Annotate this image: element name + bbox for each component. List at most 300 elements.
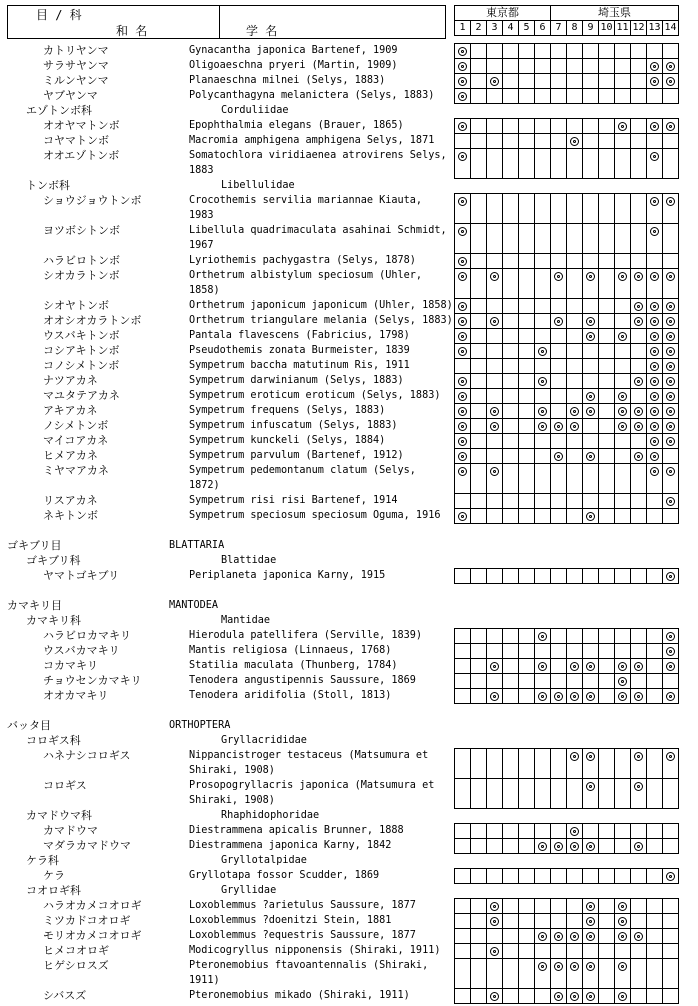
site-cell (583, 389, 599, 404)
scientific-name: Planaeschna milnei (Selys, 1883) (189, 75, 386, 86)
site-cell (455, 194, 471, 224)
site-cell (647, 899, 663, 914)
site-cell (663, 464, 679, 494)
site-cell (599, 569, 615, 584)
site-cell (599, 149, 615, 179)
presence-mark-icon (538, 422, 547, 431)
species-row (0, 658, 698, 673)
presence-mark-icon (458, 467, 467, 476)
presence-mark-icon (490, 467, 499, 476)
region-saitama: 埼玉県 (551, 6, 679, 21)
species-row (0, 328, 698, 343)
site-cell (599, 314, 615, 329)
scientific-name: Loxoblemmus ?arietulus Saussure, 1877 (189, 900, 416, 911)
site-cell (583, 509, 599, 524)
japanese-name: ミルンヤンマ (43, 74, 109, 87)
presence-mark-icon (458, 377, 467, 386)
site-cell (487, 899, 503, 914)
site-cell (583, 74, 599, 89)
site-cell (471, 869, 487, 884)
site-cell (487, 824, 503, 839)
site-cell (599, 989, 615, 1004)
site-cell (631, 689, 647, 704)
site-cell (631, 989, 647, 1004)
presence-mark-icon (554, 932, 563, 941)
presence-mark-icon (586, 332, 595, 341)
presence-mark-icon (650, 452, 659, 461)
site-cell (551, 509, 567, 524)
site-cell (567, 389, 583, 404)
site-cell (583, 914, 599, 929)
site-cell (567, 899, 583, 914)
site-cell (647, 569, 663, 584)
site-cell (647, 389, 663, 404)
site-cell (663, 914, 679, 929)
scientific-name: Sympetrum darwinianum (Selys, 1883) (189, 375, 404, 386)
site-cell (615, 899, 631, 914)
site-cell (455, 779, 471, 809)
site-cell (615, 659, 631, 674)
site-cell (455, 689, 471, 704)
site-cell (455, 59, 471, 74)
site-cell (599, 944, 615, 959)
site-cell (519, 119, 535, 134)
site-cell (519, 674, 535, 689)
site-cell (583, 224, 599, 254)
site-cell (567, 659, 583, 674)
site-cell (599, 749, 615, 779)
site-cell (615, 494, 631, 509)
site-cell (487, 689, 503, 704)
site-cell (631, 119, 647, 134)
site-cell (631, 659, 647, 674)
scientific-name: Gynacantha japonica Bartenef, 1909 (189, 45, 398, 56)
site-cell (487, 389, 503, 404)
japanese-name: オオヤマトンボ (43, 119, 120, 132)
site-cell (615, 89, 631, 104)
presence-mark-icon (586, 752, 595, 761)
site-cell (535, 749, 551, 779)
site-cell (583, 254, 599, 269)
site-cell (455, 119, 471, 134)
presence-mark-icon (554, 272, 563, 281)
family-japanese-name: カマドウマ科 (26, 809, 92, 822)
site-cell (471, 374, 487, 389)
presence-mark-icon (586, 392, 595, 401)
scientific-name: Tenodera angustipennis Saussure, 1869 (189, 675, 416, 686)
site-cell (599, 329, 615, 344)
site-number: 10 (599, 21, 615, 36)
site-cell (551, 839, 567, 854)
site-number: 14 (663, 21, 679, 36)
presence-mark-icon (650, 467, 659, 476)
site-cell (567, 494, 583, 509)
site-cell (487, 464, 503, 494)
scientific-name: Statilia maculata (Thunberg, 1784) (189, 660, 398, 671)
site-cell (663, 194, 679, 224)
family-row (0, 883, 698, 898)
site-cell (471, 134, 487, 149)
site-cell (647, 689, 663, 704)
site-cell (503, 434, 519, 449)
presence-mark-icon (634, 932, 643, 941)
site-cell (567, 929, 583, 944)
scientific-name: Crocothemis servilia mariannae Kiauta, (189, 195, 423, 206)
site-cell (599, 389, 615, 404)
site-cell (503, 224, 519, 254)
site-cell (535, 134, 551, 149)
presence-mark-icon (618, 422, 627, 431)
presence-mark-icon (570, 752, 579, 761)
site-cell (663, 269, 679, 299)
family-row (0, 613, 698, 628)
site-cell (663, 44, 679, 59)
site-cell (503, 329, 519, 344)
site-cell (471, 314, 487, 329)
site-cell (455, 644, 471, 659)
order-row (0, 718, 698, 733)
site-cell (583, 629, 599, 644)
site-cell (471, 644, 487, 659)
presence-mark-icon (458, 302, 467, 311)
site-cell (519, 779, 535, 809)
site-cell (503, 149, 519, 179)
site-cell (599, 434, 615, 449)
site-presence-grid (454, 328, 679, 344)
presence-mark-icon (666, 872, 675, 881)
presence-mark-icon (570, 992, 579, 1001)
site-cell (663, 389, 679, 404)
site-cell (631, 839, 647, 854)
presence-mark-icon (458, 47, 467, 56)
scientific-name: Lyriothemis pachygastra (Selys, 1878) (189, 255, 416, 266)
species-row (0, 268, 698, 298)
site-cell (487, 44, 503, 59)
site-cell (567, 194, 583, 224)
order-scientific-name: BLATTARIA (169, 540, 225, 551)
species-row (0, 823, 698, 838)
species-row (0, 688, 698, 703)
presence-mark-icon (554, 452, 563, 461)
site-cell (567, 509, 583, 524)
site-cell (535, 494, 551, 509)
site-cell (503, 269, 519, 299)
scientific-name: Pteronemobius mikado (Shiraki, 1911) (189, 990, 410, 1001)
site-cell (599, 134, 615, 149)
presence-mark-icon (666, 377, 675, 386)
japanese-name: ハラビロトンボ (43, 254, 120, 267)
site-cell (647, 194, 663, 224)
site-presence-grid (454, 688, 679, 704)
site-cell (551, 389, 567, 404)
presence-mark-icon (634, 272, 643, 281)
site-presence-grid (454, 358, 679, 374)
site-cell (663, 74, 679, 89)
site-cell (631, 149, 647, 179)
site-cell (615, 644, 631, 659)
order-japanese-name: バッタ目 (7, 719, 51, 732)
site-cell (471, 449, 487, 464)
presence-mark-icon (666, 662, 675, 671)
site-number: 1 (455, 21, 471, 36)
site-cell (583, 419, 599, 434)
site-cell (455, 329, 471, 344)
site-cell (567, 74, 583, 89)
site-cell (471, 44, 487, 59)
presence-mark-icon (666, 467, 675, 476)
presence-mark-icon (490, 992, 499, 1001)
scientific-name: Polycanthagyna melanictera (Selys, 1883) (189, 90, 435, 101)
scientific-name: Diestrammena apicalis Brunner, 1888 (189, 825, 404, 836)
presence-mark-icon (490, 77, 499, 86)
header-order-family: 目 / 科 (36, 8, 82, 22)
site-cell (631, 509, 647, 524)
site-cell (567, 824, 583, 839)
site-cell (663, 569, 679, 584)
site-presence-grid (454, 223, 679, 254)
site-cell (503, 134, 519, 149)
site-cell (487, 779, 503, 809)
presence-mark-icon (634, 422, 643, 431)
site-cell (583, 134, 599, 149)
site-cell (647, 374, 663, 389)
site-cell (551, 374, 567, 389)
site-cell (567, 224, 583, 254)
presence-mark-icon (618, 992, 627, 1001)
site-cell (471, 254, 487, 269)
site-cell (615, 149, 631, 179)
order-scientific-name: ORTHOPTERA (169, 720, 231, 731)
presence-mark-icon (666, 407, 675, 416)
site-cell (503, 899, 519, 914)
site-cell (631, 419, 647, 434)
species-row (0, 433, 698, 448)
site-cell (599, 674, 615, 689)
header-divider (219, 6, 220, 38)
site-cell (471, 959, 487, 989)
site-cell (567, 134, 583, 149)
site-cell (567, 374, 583, 389)
site-cell (567, 749, 583, 779)
site-cell (471, 434, 487, 449)
site-cell (647, 224, 663, 254)
site-cell (599, 959, 615, 989)
site-cell (567, 44, 583, 59)
presence-mark-icon (490, 422, 499, 431)
site-cell (647, 944, 663, 959)
site-cell (519, 134, 535, 149)
order-row (0, 538, 698, 553)
site-cell (567, 869, 583, 884)
presence-mark-icon (650, 317, 659, 326)
site-cell (503, 509, 519, 524)
site-cell (599, 419, 615, 434)
site-cell (551, 269, 567, 299)
site-cell (663, 779, 679, 809)
japanese-name: ヒゲシロスズ (43, 959, 109, 972)
site-cell (503, 374, 519, 389)
site-presence-grid (454, 403, 679, 419)
species-row (0, 43, 698, 58)
site-cell (615, 359, 631, 374)
presence-mark-icon (650, 347, 659, 356)
site-cell (535, 629, 551, 644)
japanese-name: オオエゾトンボ (43, 149, 120, 162)
species-row (0, 628, 698, 643)
site-cell (503, 89, 519, 104)
presence-mark-icon (458, 77, 467, 86)
site-cell (519, 959, 535, 989)
presence-mark-icon (586, 407, 595, 416)
family-scientific-name: Gryllidae (221, 885, 277, 896)
site-cell (599, 74, 615, 89)
presence-mark-icon (650, 197, 659, 206)
site-cell (535, 449, 551, 464)
site-cell (583, 689, 599, 704)
scientific-name: Pantala flavescens (Fabricius, 1798) (189, 330, 410, 341)
site-cell (503, 779, 519, 809)
site-cell (471, 89, 487, 104)
family-japanese-name: コオロギ科 (26, 884, 81, 897)
presence-mark-icon (618, 662, 627, 671)
presence-mark-icon (634, 692, 643, 701)
presence-mark-icon (586, 962, 595, 971)
presence-mark-icon (586, 782, 595, 791)
site-cell (503, 659, 519, 674)
site-cell (519, 149, 535, 179)
japanese-name: ヨツボシトンボ (43, 224, 120, 237)
japanese-name: ハネナシコロギス (43, 749, 131, 762)
presence-mark-icon (586, 272, 595, 281)
site-cell (455, 224, 471, 254)
japanese-name: コロギス (43, 779, 87, 792)
family-scientific-name: Blattidae (221, 555, 277, 566)
japanese-name: ハラビロカマキリ (43, 629, 131, 642)
site-cell (615, 929, 631, 944)
site-cell (647, 824, 663, 839)
site-cell (551, 869, 567, 884)
site-cell (471, 404, 487, 419)
site-number: 6 (535, 21, 551, 36)
site-cell (455, 509, 471, 524)
site-cell (615, 404, 631, 419)
presence-mark-icon (490, 917, 499, 926)
site-cell (455, 944, 471, 959)
site-cell (567, 944, 583, 959)
site-cell (471, 329, 487, 344)
site-cell (503, 359, 519, 374)
site-presence-grid (454, 928, 679, 944)
site-cell (551, 959, 567, 989)
japanese-name: カマドウマ (43, 824, 98, 837)
site-cell (631, 374, 647, 389)
japanese-name: コカマキリ (43, 659, 98, 672)
presence-mark-icon (538, 932, 547, 941)
site-cell (551, 299, 567, 314)
site-cell (535, 74, 551, 89)
site-cell (663, 344, 679, 359)
presence-mark-icon (458, 272, 467, 281)
site-cell (503, 464, 519, 494)
site-cell (631, 569, 647, 584)
site-presence-grid (454, 388, 679, 404)
site-presence-grid (454, 823, 679, 839)
site-cell (583, 149, 599, 179)
site-cell (535, 674, 551, 689)
site-cell (471, 59, 487, 74)
presence-mark-icon (634, 752, 643, 761)
site-cell (519, 449, 535, 464)
presence-mark-icon (586, 662, 595, 671)
site-cell (535, 224, 551, 254)
presence-mark-icon (666, 392, 675, 401)
family-row (0, 808, 698, 823)
site-cell (647, 914, 663, 929)
site-cell (583, 839, 599, 854)
species-row (0, 448, 698, 463)
site-cell (615, 374, 631, 389)
site-cell (519, 299, 535, 314)
presence-mark-icon (458, 512, 467, 521)
site-cell (503, 569, 519, 584)
site-cell (567, 569, 583, 584)
site-cell (455, 674, 471, 689)
presence-mark-icon (490, 407, 499, 416)
site-cell (567, 674, 583, 689)
site-cell (583, 749, 599, 779)
site-cell (647, 494, 663, 509)
site-cell (599, 449, 615, 464)
site-cell (487, 914, 503, 929)
region-tokyo: 東京都 (455, 6, 551, 21)
site-cell (599, 194, 615, 224)
scientific-name: Sympetrum speciosum speciosum Oguma, 1916 (189, 510, 441, 521)
site-cell (455, 149, 471, 179)
site-cell (567, 329, 583, 344)
site-presence-grid (454, 748, 679, 779)
site-cell (551, 89, 567, 104)
site-cell (455, 344, 471, 359)
site-cell (455, 269, 471, 299)
site-cell (535, 254, 551, 269)
site-cell (487, 404, 503, 419)
japanese-name: ヤマトゴキブリ (43, 569, 120, 582)
presence-mark-icon (458, 227, 467, 236)
japanese-name: マダラカマドウマ (43, 839, 131, 852)
site-cell (615, 194, 631, 224)
species-row (0, 838, 698, 853)
site-cell (647, 44, 663, 59)
site-cell (455, 359, 471, 374)
site-cell (551, 899, 567, 914)
site-cell (471, 749, 487, 779)
site-cell (535, 779, 551, 809)
site-cell (583, 359, 599, 374)
site-cell (647, 404, 663, 419)
scientific-name: Orthetrum japonicum japonicum (Uhler, 1858) (189, 300, 453, 311)
site-cell (567, 299, 583, 314)
presence-mark-icon (618, 122, 627, 131)
presence-mark-icon (490, 272, 499, 281)
site-cell (535, 419, 551, 434)
scientific-name-continued: 1967 (189, 240, 214, 251)
species-row (0, 358, 698, 373)
site-cell (487, 959, 503, 989)
site-cell (599, 824, 615, 839)
site-cell (503, 839, 519, 854)
species-row (0, 898, 698, 913)
japanese-name: チョウセンカマキリ (43, 674, 142, 687)
